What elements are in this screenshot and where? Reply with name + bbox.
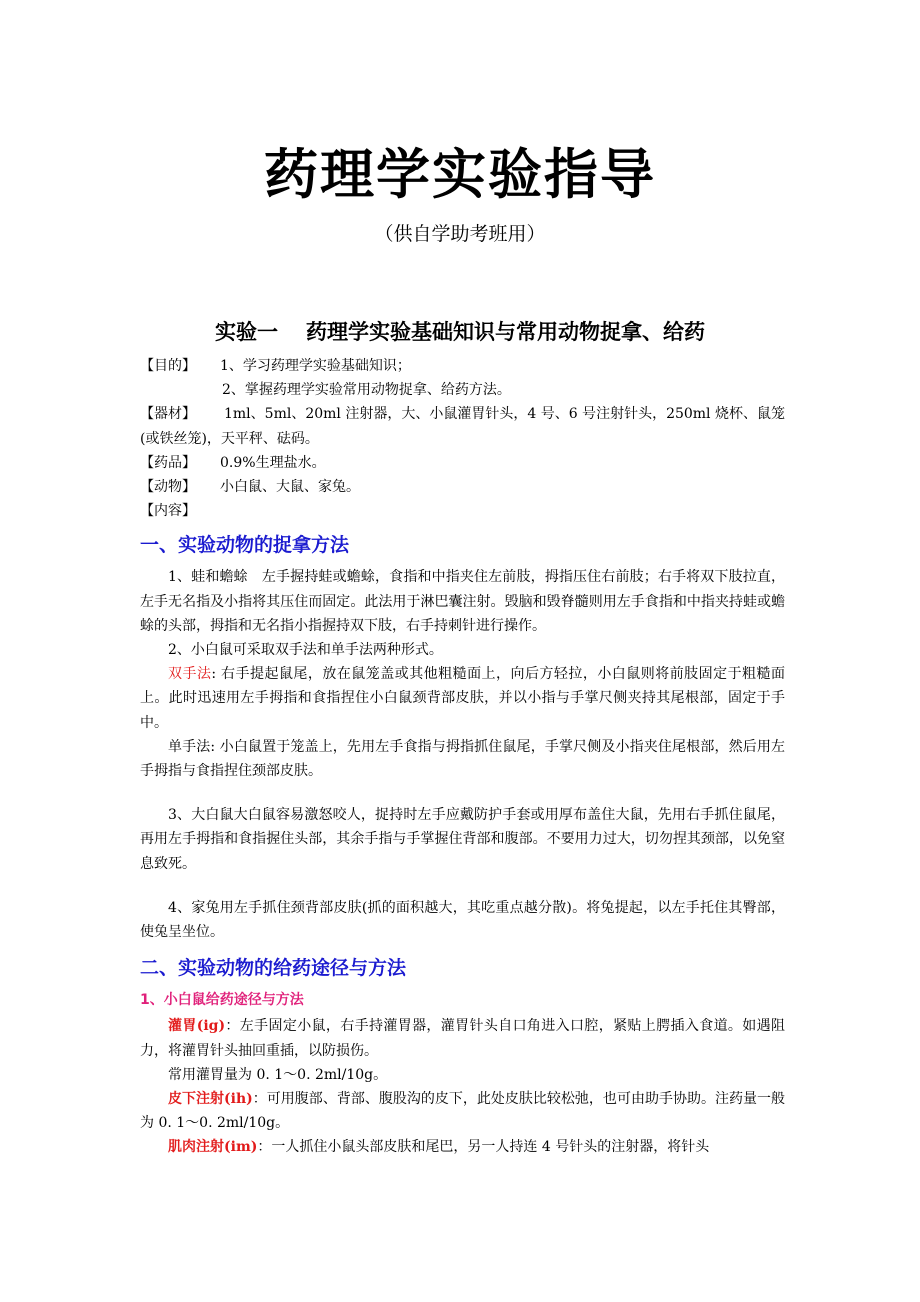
document-body: [140, 354, 785, 1160]
equipment-line: [140, 402, 785, 450]
paragraph-frog: 1、蛙和蟾蜍 左手握持蛙或蟾蜍，食指和中指夹住左前肢，拇指压住右前肢；右手将双下肢拉直，左手无名指及小指将其压住而固定。此法用于淋巴囊注射。毁脑和毁脊髓则用左手食指和中指夹持蛙或蟾蜍的头部，拇指和无名指小指握持双下肢，右手持刺针进行操作。: [140, 569, 785, 634]
document-subtitle: （供自学助考班用）: [374, 223, 546, 245]
ig-text: ：左手固定小鼠，右手持灌胃器，灌胃针头自口角进入口腔，紧贴上腭插入食道。如遇阻力，将灌胃针头抽回重插，以防损伤。: [140, 1018, 786, 1059]
im-label: 肌肉注射(im): [168, 1139, 258, 1156]
subsection-heading-mouse: 1、小白鼠给药途径与方法: [140, 992, 304, 1009]
animal-label: 【动物】: [140, 479, 196, 496]
content-line: [140, 499, 785, 523]
purpose-item-2: 2、掌握药理学实验常用动物捉拿、给药方法。: [222, 382, 511, 399]
purpose-label: 【目的】: [140, 358, 196, 374]
paragraph-one-hand: 单手法: 小白鼠置于笼盖上，先用左手食指与拇指抓住鼠尾，手掌尺侧及小指夹住尾根部，然后用左手拇指与食指捏住颈部皮肤。: [140, 738, 785, 780]
drug-label: 【药品】: [140, 454, 196, 471]
experiment-title: [0, 316, 920, 346]
purpose-line: [140, 354, 785, 378]
animal-line: [140, 475, 785, 499]
paragraph-ig-dose: 常用灌胃量为 0. 1～0. 2ml/10g。: [168, 1066, 388, 1083]
equipment-label: 【器材】: [140, 406, 196, 423]
ih-label: 皮下注射(ih): [168, 1091, 253, 1108]
section-heading-dosing: 二、实验动物的给药途径与方法: [140, 957, 407, 980]
paragraph-mouse-intro: 2、小白鼠可采取双手法和单手法两种形式。: [168, 642, 443, 659]
paragraph-rat: 3、大白鼠大白鼠容易激怒咬人，捉持时左手应戴防护手套或用厚布盖住大鼠，先用右手抓住鼠尾，再用左手拇指和食指握住头部，其余手指与手掌握住背部和腹部。不要用力过大，切勿捏其颈部，以免窒息致死。: [140, 807, 785, 872]
paragraph-ig: [140, 1014, 785, 1062]
spacer: [140, 783, 785, 803]
spacer: [140, 876, 785, 896]
content-label: 【内容】: [140, 503, 196, 520]
paragraph-im: [140, 1135, 785, 1159]
document-title: 药理学实验指导: [264, 143, 656, 206]
ig-label: 灌胃(ig): [168, 1018, 226, 1035]
equipment-text: 1ml、5ml、20ml 注射器，大、小鼠灌胃针头，4 号、6 号注射针头，250ml 烧杯、鼠笼(或铁丝笼)，天平秤、砝码。: [140, 406, 785, 447]
section-heading-capture: 一、实验动物的捉拿方法: [140, 534, 350, 557]
purpose-line-2: [140, 378, 785, 402]
im-text: ：一人抓住小鼠头部皮肤和尾巴，另一人持连 4 号针头的注射器，将针头: [257, 1139, 710, 1156]
animal-text: 小白鼠、大鼠、家兔。: [220, 479, 360, 496]
paragraph-two-hand: [140, 662, 785, 735]
drug-text: 0.9%生理盐水。: [220, 454, 326, 471]
paragraph-rabbit: 4、家兔用左手抓住颈背部皮肤(抓的面积越大，其吃重点越分散)。将兔提起，以左手托住其臀部，使兔呈坐位。: [140, 899, 785, 941]
drug-line: [140, 451, 785, 475]
two-hand-label: 双手法: [168, 666, 212, 683]
two-hand-text: : 右手提起鼠尾，放在鼠笼盖或其他粗糙面上，向后方轻拉，小白鼠则将前肢固定于粗糙面上。此时迅速用左手拇指和食指捏住小白鼠颈背部皮肤，并以小指与手掌尺侧夹持其尾根部，固定于手中。: [140, 666, 785, 731]
experiment-label: 实验一: [215, 320, 278, 344]
paragraph-ih: [140, 1087, 785, 1135]
ih-text: ：可用腹部、背部、腹股沟的皮下，此处皮肤比较松弛，也可由助手协助。注药量一般为 0. 1～0. 2ml/10g。: [140, 1091, 786, 1132]
experiment-name: 药理学实验基础知识与常用动物捉拿、给药: [306, 320, 705, 344]
purpose-item-1: 1、学习药理学实验基础知识；: [220, 358, 411, 374]
